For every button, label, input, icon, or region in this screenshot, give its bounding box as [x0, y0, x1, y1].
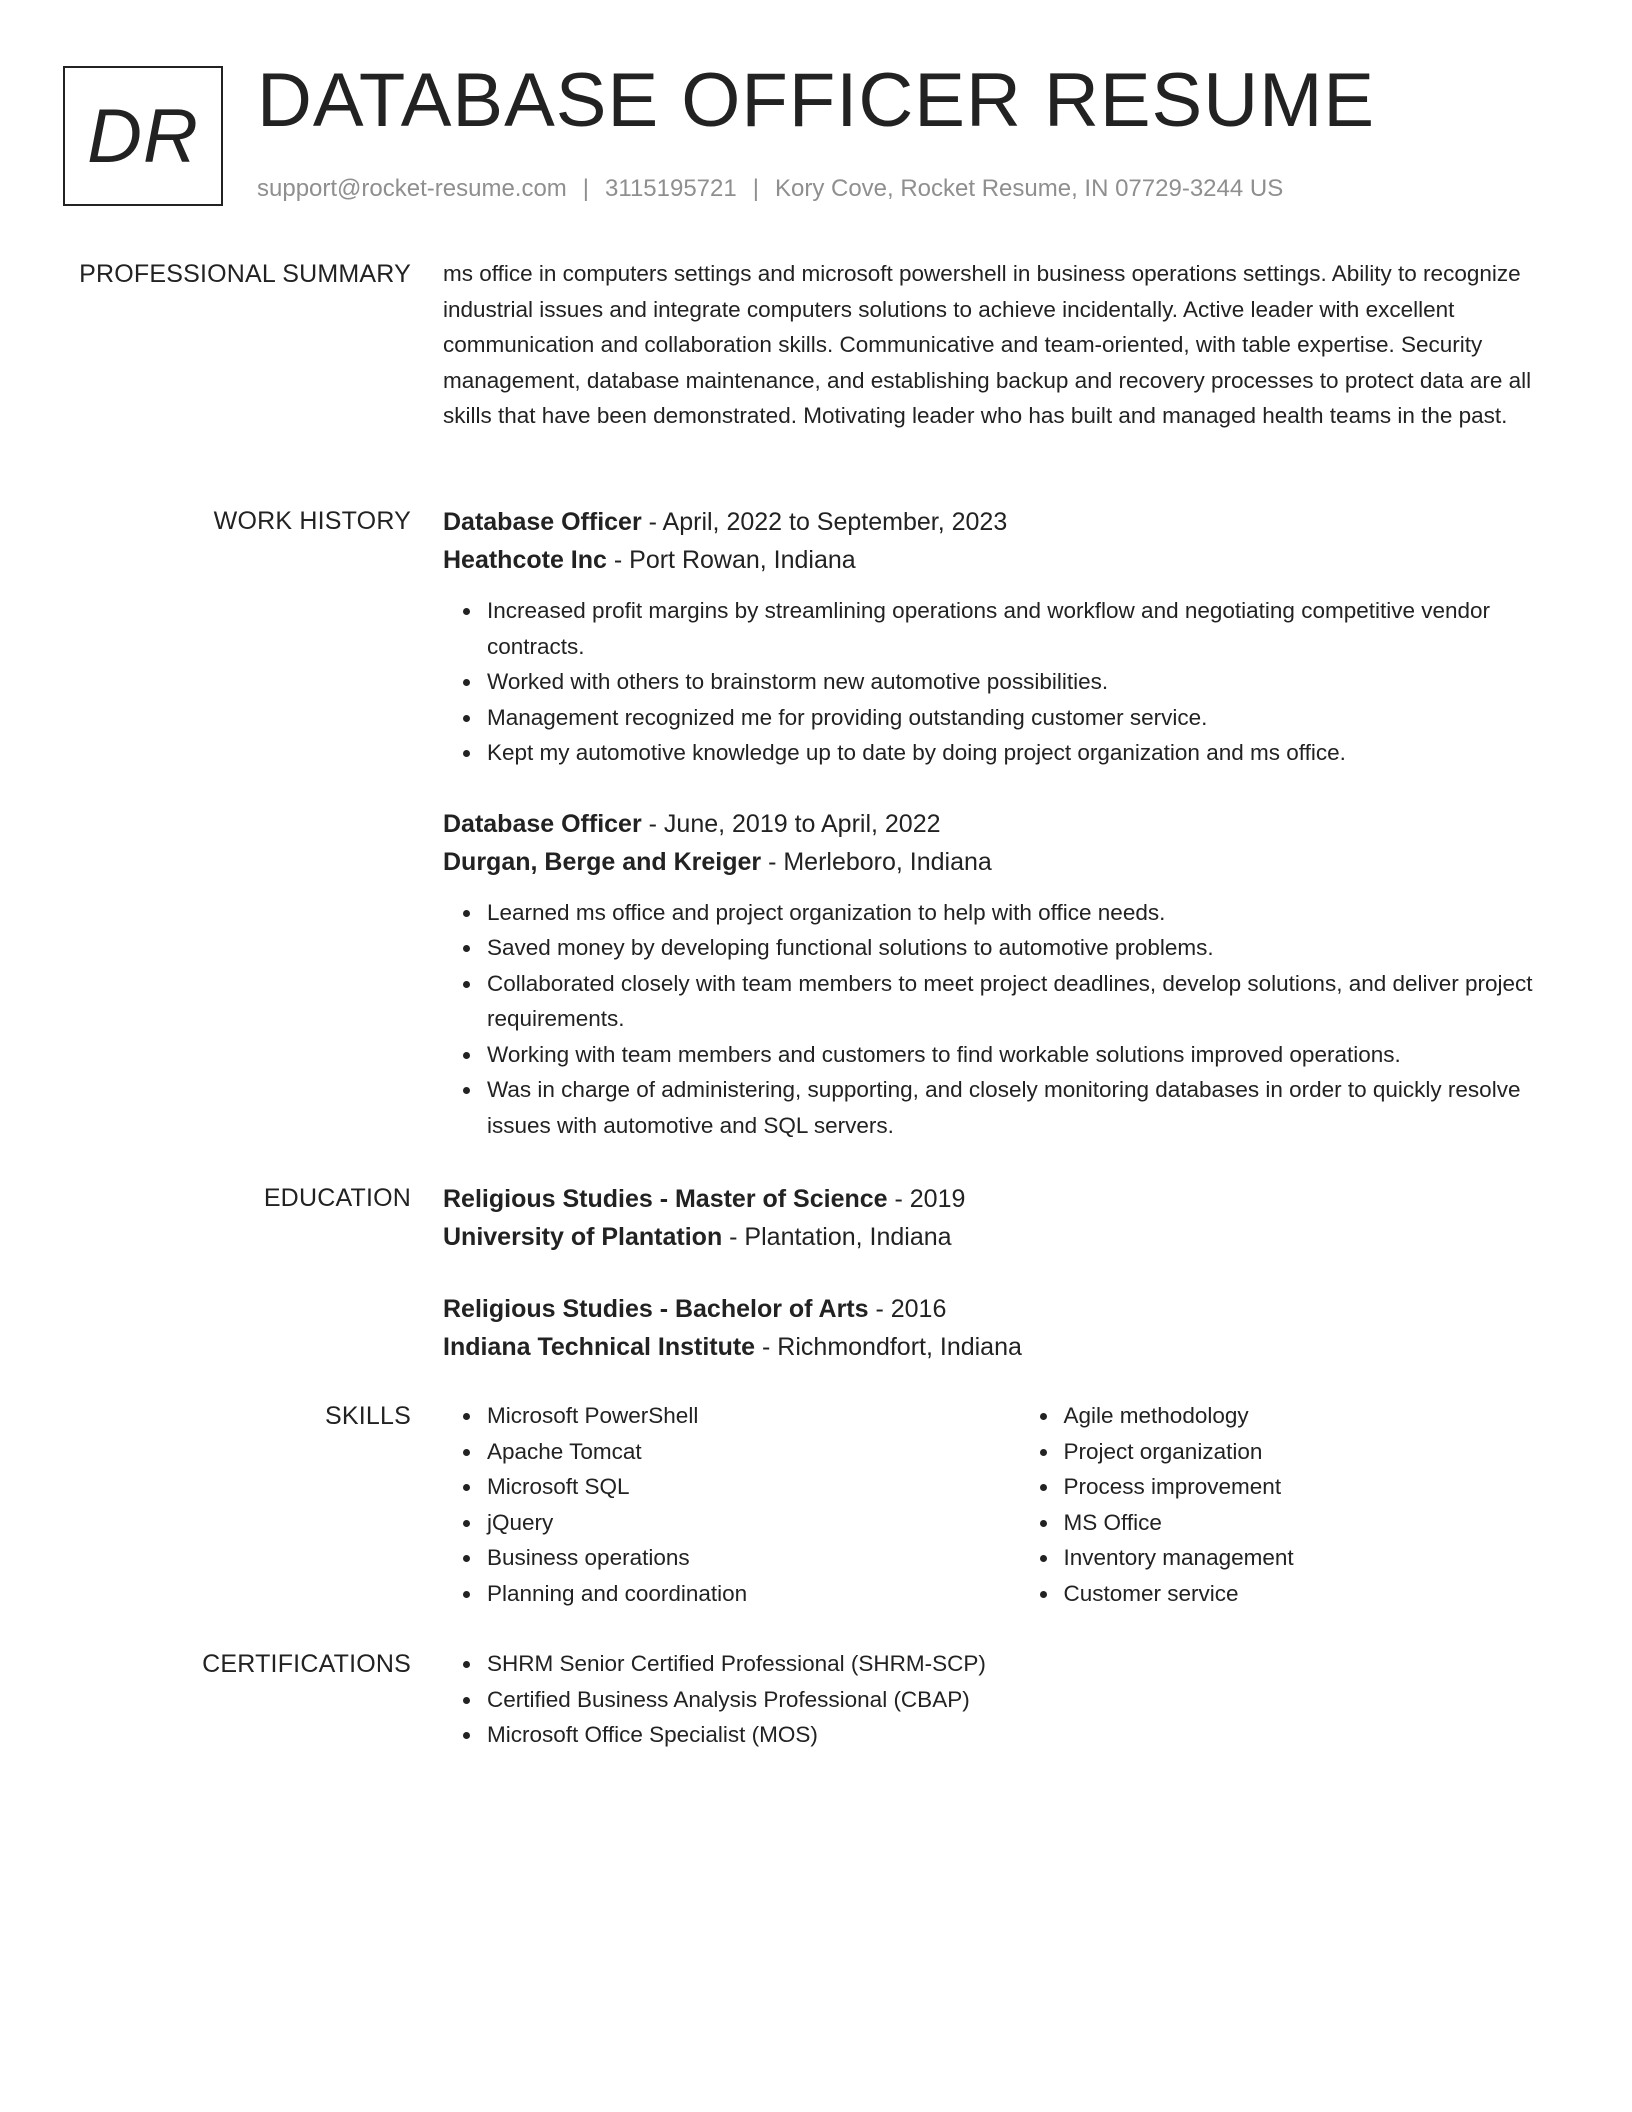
certification-item: SHRM Senior Certified Professional (SHRM-SCP)	[487, 1646, 1553, 1682]
skill-item: Planning and coordination	[487, 1576, 977, 1612]
job-company: Durgan, Berge and Kreiger	[443, 847, 762, 876]
certification-item: Certified Business Analysis Professional (CBAP)	[487, 1682, 1553, 1718]
job-title-line	[443, 503, 1553, 541]
education-body	[443, 1180, 1553, 1366]
skills-columns	[443, 1398, 1553, 1611]
job-bullet: Kept my automotive knowledge up to date by doing project organization and ms office.	[487, 735, 1553, 771]
section-label-skills: SKILLS	[325, 1402, 411, 1430]
job-bullets	[443, 895, 1553, 1144]
degree: Religious Studies - Master of Science	[443, 1185, 888, 1213]
job-bullet: Learned ms office and project organization to help with office needs.	[487, 895, 1553, 931]
resume-title: DATABASE OFFICER RESUME	[257, 58, 1376, 143]
job-location: - Merleboro, Indiana	[761, 847, 992, 876]
job-location: - Port Rowan, Indiana	[606, 546, 856, 574]
certifications-list	[443, 1646, 1553, 1753]
contact-separator: |	[752, 175, 759, 202]
contact-address: Kory Cove, Rocket Resume, IN 07729-3244 US	[774, 175, 1284, 202]
summary-body	[443, 256, 1553, 434]
job-bullet: Working with team members and customers to find workable solutions improved operations.	[487, 1037, 1553, 1073]
contact-line	[257, 172, 1283, 206]
skills-list-right	[1020, 1398, 1554, 1611]
job-bullet: Was in charge of administering, supporting, and closely monitoring databases in order to quickly resolve issues with automotive and SQL servers.	[487, 1072, 1553, 1143]
job-bullet: Worked with others to brainstorm new automotive possibilities.	[487, 664, 1553, 700]
contact-phone: 3115195721	[605, 175, 737, 202]
summary-text: ms office in computers settings and microsoft powershell in business operations settings. Ability to recognize industrial issues and integrate computers solutions to achieve incidentally. Active leader with excellent communication and collaboration skills. Communicative and team-oriented, with table expertise. Security management, database maintenance, and establishing backup and recovery processes to protect data are all skills that have been demonstrated. Motivating leader who has built and managed health teams in the past.	[443, 261, 1532, 428]
job-bullet: Saved money by developing functional solutions to automotive problems.	[487, 930, 1553, 966]
section-label-education: EDUCATION	[263, 1184, 411, 1212]
job-company-line	[443, 541, 1553, 579]
job-title-line	[443, 805, 1553, 843]
job-company: Heathcote Inc	[443, 546, 607, 574]
certification-item: Microsoft Office Specialist (MOS)	[487, 1717, 1553, 1753]
job-entry	[443, 503, 1553, 771]
school-line	[443, 1218, 1553, 1256]
contact-email: support@rocket-resume.com	[257, 175, 567, 202]
school-location: - Plantation, Indiana	[722, 1223, 952, 1251]
job-bullets	[443, 593, 1553, 771]
school-line	[443, 1328, 1553, 1366]
work-body	[443, 503, 1553, 1143]
job-entry	[443, 805, 1553, 1144]
section-label-certifications: CERTIFICATIONS	[202, 1650, 411, 1678]
skill-item: Microsoft PowerShell	[487, 1398, 977, 1434]
skill-item: Agile methodology	[1064, 1398, 1554, 1434]
degree-line	[443, 1290, 1553, 1328]
skill-item: jQuery	[487, 1505, 977, 1541]
monogram-badge: DR	[63, 66, 223, 206]
skills-body	[443, 1398, 1553, 1611]
skill-item: MS Office	[1064, 1505, 1554, 1541]
skills-list-left	[443, 1398, 977, 1611]
school: Indiana Technical Institute	[443, 1333, 756, 1361]
skill-item: Project organization	[1064, 1434, 1554, 1470]
job-bullet: Collaborated closely with team members to meet project deadlines, develop solutions, and deliver project requirements.	[487, 966, 1553, 1037]
education-entry	[443, 1290, 1553, 1366]
skill-item: Customer service	[1064, 1576, 1554, 1612]
job-dates: - June, 2019 to April, 2022	[641, 809, 941, 838]
school: University of Plantation	[443, 1223, 723, 1251]
degree-year: - 2019	[887, 1185, 966, 1213]
degree-line	[443, 1180, 1553, 1218]
job-dates: - April, 2022 to September, 2023	[641, 508, 1008, 536]
school-location: - Richmondfort, Indiana	[755, 1333, 1022, 1361]
degree: Religious Studies - Bachelor of Arts	[443, 1295, 869, 1323]
contact-separator: |	[582, 175, 590, 202]
skill-item: Microsoft SQL	[487, 1469, 977, 1505]
section-label-work: WORK HISTORY	[213, 507, 411, 535]
job-title: Database Officer	[443, 809, 642, 838]
certifications-body	[443, 1646, 1553, 1753]
skill-item: Apache Tomcat	[487, 1434, 977, 1470]
job-bullet: Management recognized me for providing outstanding customer service.	[487, 700, 1553, 736]
skill-item: Business operations	[487, 1540, 977, 1576]
skill-item: Process improvement	[1064, 1469, 1554, 1505]
job-bullet: Increased profit margins by streamlining operations and workflow and negotiating competitive vendor contracts.	[487, 593, 1553, 664]
job-company-line	[443, 843, 1553, 881]
skill-item: Inventory management	[1064, 1540, 1554, 1576]
education-entry	[443, 1180, 1553, 1256]
degree-year: - 2016	[868, 1295, 947, 1323]
job-title: Database Officer	[443, 508, 642, 536]
section-label-summary: PROFESSIONAL SUMMARY	[79, 260, 411, 288]
